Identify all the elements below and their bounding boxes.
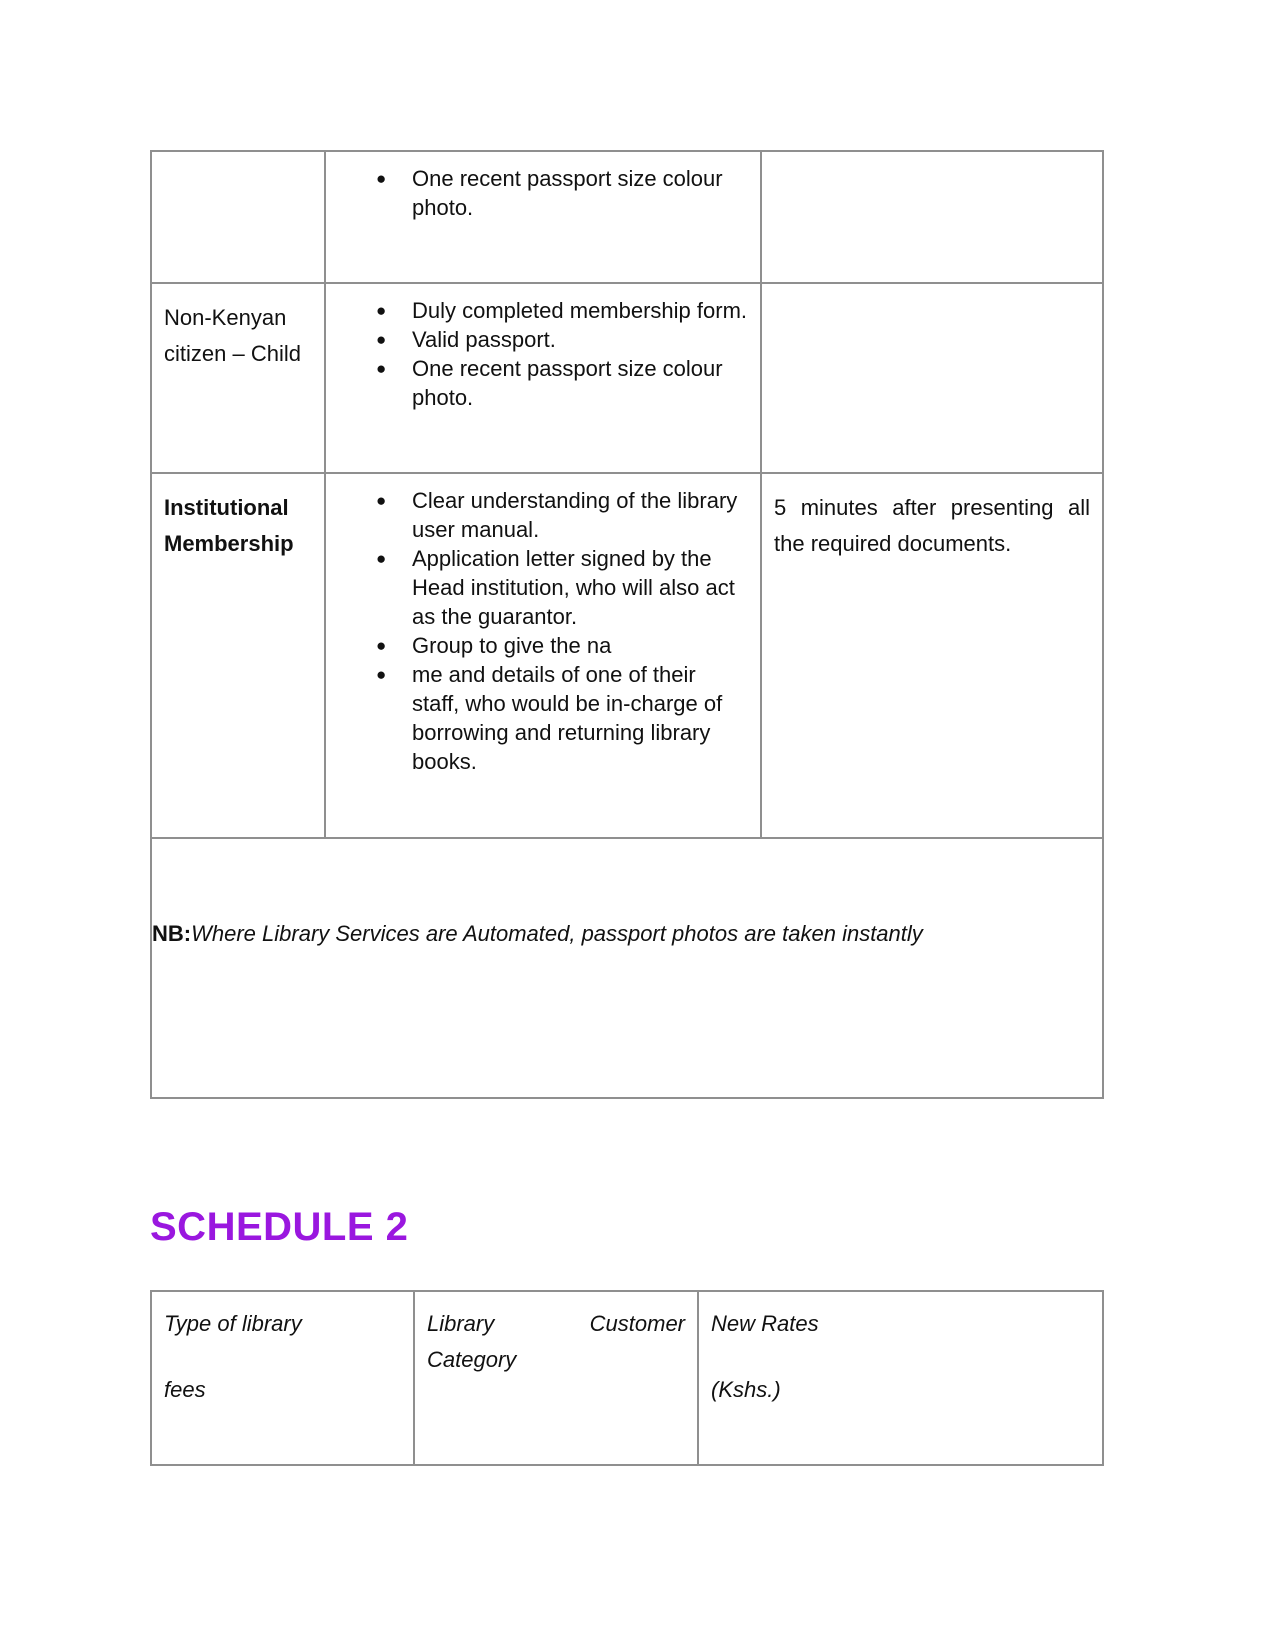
note-cell	[151, 838, 1103, 1098]
category-label: Institutional Membership	[164, 495, 294, 556]
timeline-line: 5 minutes after presenting all	[774, 495, 1090, 520]
table-row	[151, 838, 1103, 1098]
requirements-list	[326, 152, 760, 222]
category-cell	[151, 151, 325, 283]
membership-requirements-table	[150, 150, 1104, 1099]
list-item: ● me and details of one of their staff, who would be in-charge of borrowing and returning library books.	[376, 660, 748, 776]
list-item: ● Duly completed membership form.	[376, 296, 748, 325]
table-row	[151, 283, 1103, 473]
list-item: ● Clear understanding of the library user manual.	[376, 486, 748, 544]
note-body: Where Library Services are Automated, passport photos are taken instantly	[191, 921, 923, 946]
requirements-cell	[325, 151, 761, 283]
timeline-line: the required documents.	[774, 531, 1012, 556]
list-item: ● One recent passport size colour photo.	[376, 164, 748, 222]
list-item: ● Application letter signed by the Head institution, who will also act as the guarantor.	[376, 544, 748, 631]
requirements-cell	[325, 283, 761, 473]
header-text: Type of library	[164, 1311, 302, 1336]
category-cell	[151, 473, 325, 838]
column-header-type	[151, 1291, 414, 1465]
timeline-cell	[761, 283, 1103, 473]
table-header-row	[151, 1291, 1103, 1465]
header-text: Category	[427, 1347, 517, 1372]
header-word: Library	[427, 1311, 495, 1336]
list-item: ● One recent passport size colour photo.	[376, 354, 748, 412]
header-word: Customer	[589, 1311, 685, 1336]
header-text	[427, 1306, 685, 1342]
header-text: New Rates	[711, 1311, 819, 1336]
header-text: (Kshs.)	[711, 1377, 781, 1402]
list-item: ● Group to give the na	[376, 631, 748, 660]
column-header-category	[414, 1291, 698, 1465]
header-text: fees	[164, 1377, 206, 1402]
table-row	[151, 473, 1103, 838]
schedule-heading: SCHEDULE 2	[150, 1205, 409, 1249]
timeline-cell	[761, 473, 1103, 838]
table-row	[151, 151, 1103, 283]
requirements-list	[326, 284, 760, 412]
column-header-rates	[698, 1291, 1103, 1465]
timeline-text	[762, 474, 1102, 562]
requirements-cell	[325, 473, 761, 838]
requirements-list	[326, 474, 760, 776]
category-label: Non-Kenyan citizen – Child	[164, 305, 301, 366]
timeline-cell	[761, 151, 1103, 283]
category-cell	[151, 283, 325, 473]
fees-table	[150, 1290, 1104, 1466]
note-label: NB:	[152, 921, 192, 946]
list-item: ● Valid passport.	[376, 325, 748, 354]
note-text	[152, 919, 1102, 949]
